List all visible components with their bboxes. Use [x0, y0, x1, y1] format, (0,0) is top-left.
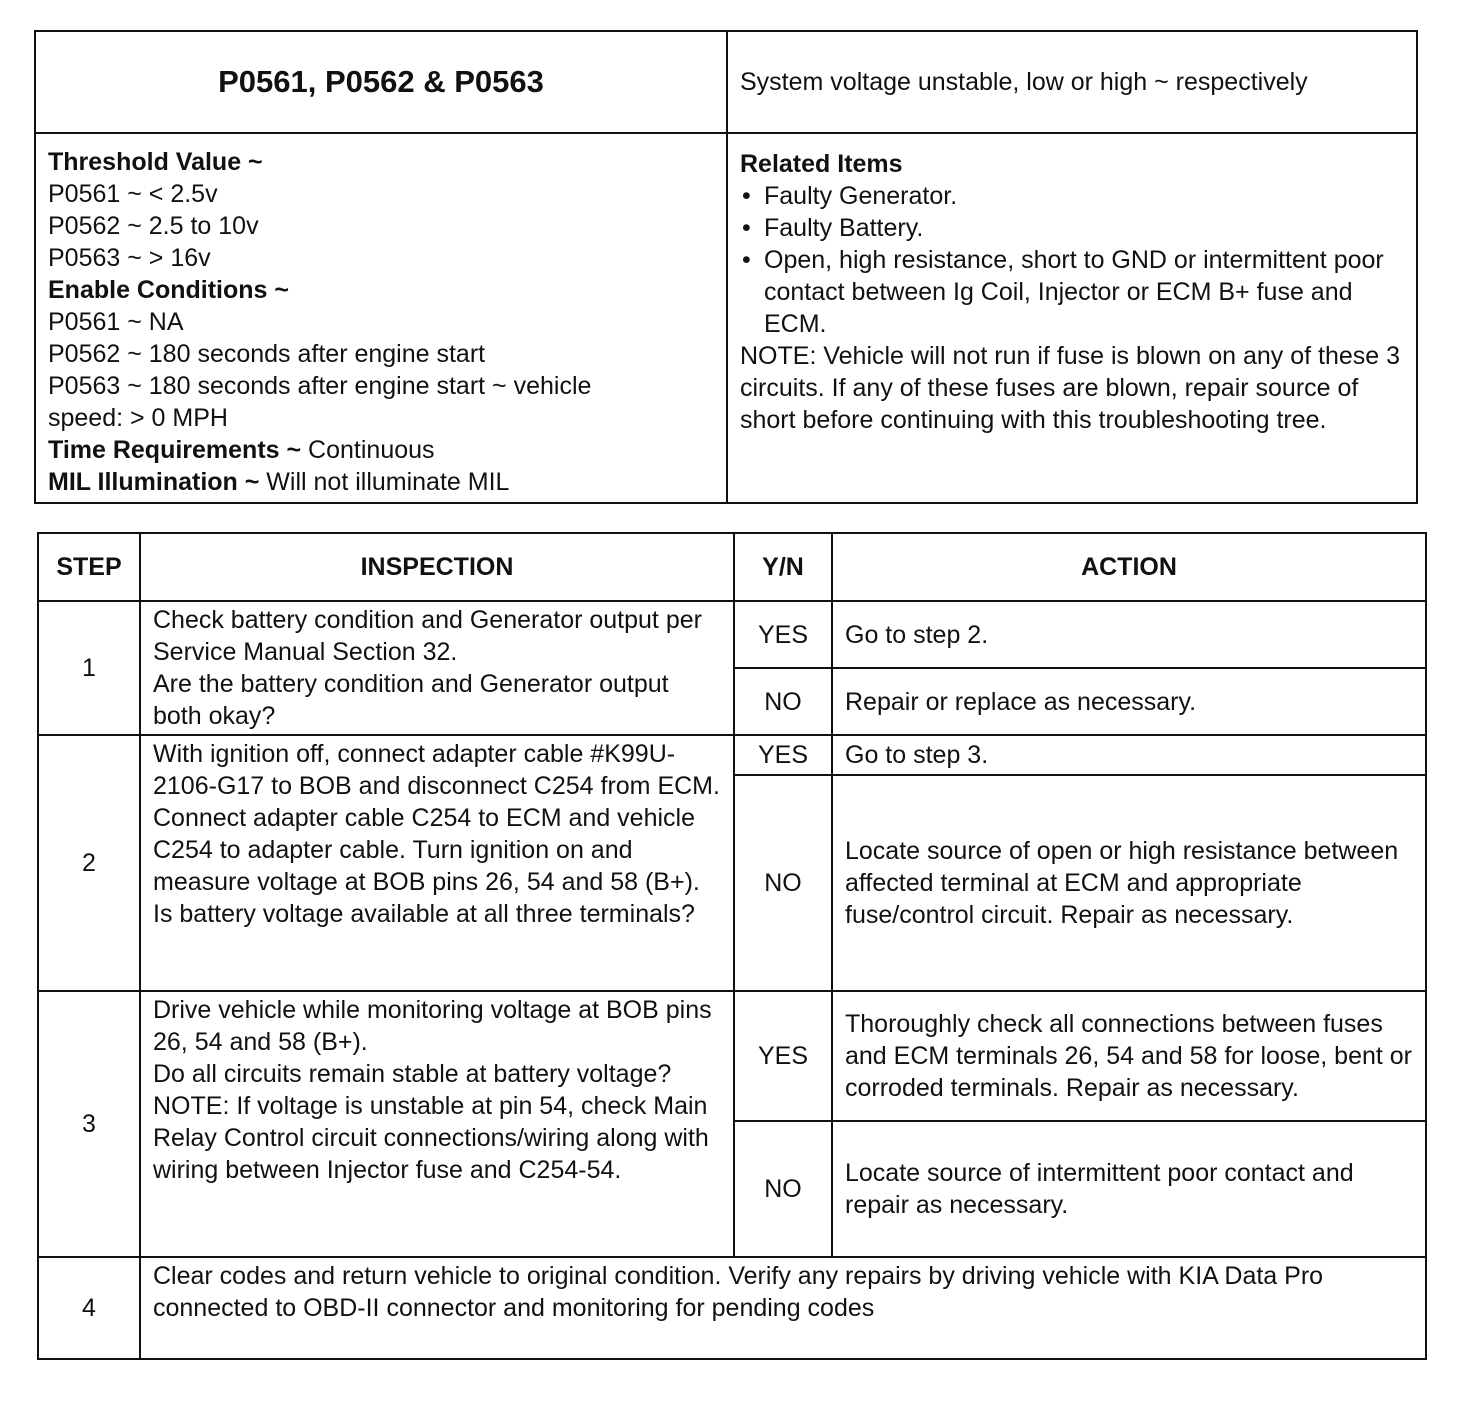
- enable-line: P0562 ~ 180 seconds after engine start: [48, 340, 486, 368]
- enable-heading: Enable Conditions ~: [48, 276, 289, 304]
- enable-line: P0561 ~ NA: [48, 308, 184, 336]
- yes-action: Go to step 3.: [832, 735, 1426, 775]
- header-row: [35, 31, 1417, 133]
- inspection-text: Are the battery condition and Generator output both okay?: [153, 670, 669, 730]
- table-row: [38, 735, 1426, 775]
- step-inspection: [140, 601, 734, 735]
- yes-label: YES: [734, 735, 832, 775]
- step-number: 4: [38, 1257, 140, 1359]
- yes-label: YES: [734, 991, 832, 1121]
- table-row: [38, 1257, 1426, 1359]
- enable-line: P0563 ~ 180 seconds after engine start ~ vehicle: [48, 372, 592, 400]
- mil-illumination-value: Will not illuminate MIL: [259, 468, 510, 496]
- no-action: Repair or replace as necessary.: [832, 668, 1426, 735]
- related-items-list: [740, 180, 1404, 340]
- related-items-cell: [727, 133, 1417, 503]
- col-header-yn: Y/N: [734, 533, 832, 601]
- related-items-heading: Related Items: [740, 150, 903, 178]
- no-action: Locate source of intermittent poor contact and repair as necessary.: [832, 1121, 1426, 1257]
- threshold-heading: Threshold Value ~: [48, 148, 263, 176]
- col-header-inspection: INSPECTION: [140, 533, 734, 601]
- yes-label: YES: [734, 601, 832, 668]
- related-item: • Faulty Generator.: [740, 180, 1404, 212]
- inspection-text: With ignition off, connect adapter cable #K99U-2106-G17 to BOB and disconnect C254 from ECM. Connect adapter cable C254 to ECM and vehicle C254 to adapter cable. Turn ignition on and measure voltage at BOB pins 26, 54 and 58 (B+).: [153, 740, 720, 896]
- step-number: 2: [38, 735, 140, 991]
- related-note: NOTE: Vehicle will not run if fuse is blown on any of these 3 circuits. If any of these fuses are blown, repair source of short before continuing with this troubleshooting tree.: [740, 342, 1401, 434]
- step-inspection: [140, 1257, 1426, 1359]
- step-inspection: [140, 735, 734, 991]
- no-label: NO: [734, 775, 832, 991]
- time-requirements-value: Continuous: [301, 436, 435, 464]
- threshold-line: P0562 ~ 2.5 to 10v: [48, 212, 259, 240]
- step-number: 1: [38, 601, 140, 735]
- inspection-text: Drive vehicle while monitoring voltage at BOB pins 26, 54 and 58 (B+).: [153, 996, 712, 1056]
- conditions-cell: [35, 133, 727, 503]
- dtc-header-table: [34, 30, 1418, 504]
- dtc-description: System voltage unstable, low or high ~ respectively: [727, 31, 1417, 133]
- table-row: [38, 601, 1426, 668]
- related-item: • Faulty Battery.: [740, 212, 1404, 244]
- step-inspection: [140, 991, 734, 1257]
- inspection-text: Check battery condition and Generator output per Service Manual Section 32.: [153, 606, 702, 666]
- inspection-text: NOTE: If voltage is unstable at pin 54, check Main Relay Control circuit connections/wiring along with wiring between Injector fuse and C254-54.: [153, 1092, 709, 1184]
- mil-illumination-label: MIL Illumination ~: [48, 468, 260, 496]
- conditions-row: [35, 133, 1417, 503]
- enable-line: speed: > 0 MPH: [48, 404, 228, 432]
- troubleshooting-table: [37, 532, 1427, 1360]
- related-item: • Open, high resistance, short to GND or intermittent poor contact between Ig Coil, Injector or ECM B+ fuse and ECM.: [740, 244, 1404, 340]
- table-header-row: [38, 533, 1426, 601]
- col-header-step: STEP: [38, 533, 140, 601]
- time-requirements-label: Time Requirements ~: [48, 436, 302, 464]
- yes-action: Go to step 2.: [832, 601, 1426, 668]
- inspection-text: Do all circuits remain stable at battery voltage?: [153, 1060, 672, 1088]
- dtc-codes: P0561, P0562 & P0563: [35, 31, 727, 133]
- no-label: NO: [734, 1121, 832, 1257]
- threshold-line: P0561 ~ < 2.5v: [48, 180, 218, 208]
- inspection-text: Clear codes and return vehicle to original condition. Verify any repairs by driving vehicle with KIA Data Pro connected to OBD-II connector and monitoring for pending codes: [153, 1262, 1324, 1322]
- step-number: 3: [38, 991, 140, 1257]
- no-label: NO: [734, 668, 832, 735]
- mil-illumination: [48, 466, 714, 498]
- yes-action: Thoroughly check all connections between fuses and ECM terminals 26, 54 and 58 for loose, bent or corroded terminals. Repair as necessary.: [832, 991, 1426, 1121]
- inspection-text: Is battery voltage available at all three terminals?: [153, 900, 695, 928]
- threshold-line: P0563 ~ > 16v: [48, 244, 211, 272]
- table-row: [38, 991, 1426, 1121]
- col-header-action: ACTION: [832, 533, 1426, 601]
- no-action: Locate source of open or high resistance between affected terminal at ECM and appropriate fuse/control circuit. Repair as necessary.: [832, 775, 1426, 991]
- time-requirements: [48, 434, 714, 466]
